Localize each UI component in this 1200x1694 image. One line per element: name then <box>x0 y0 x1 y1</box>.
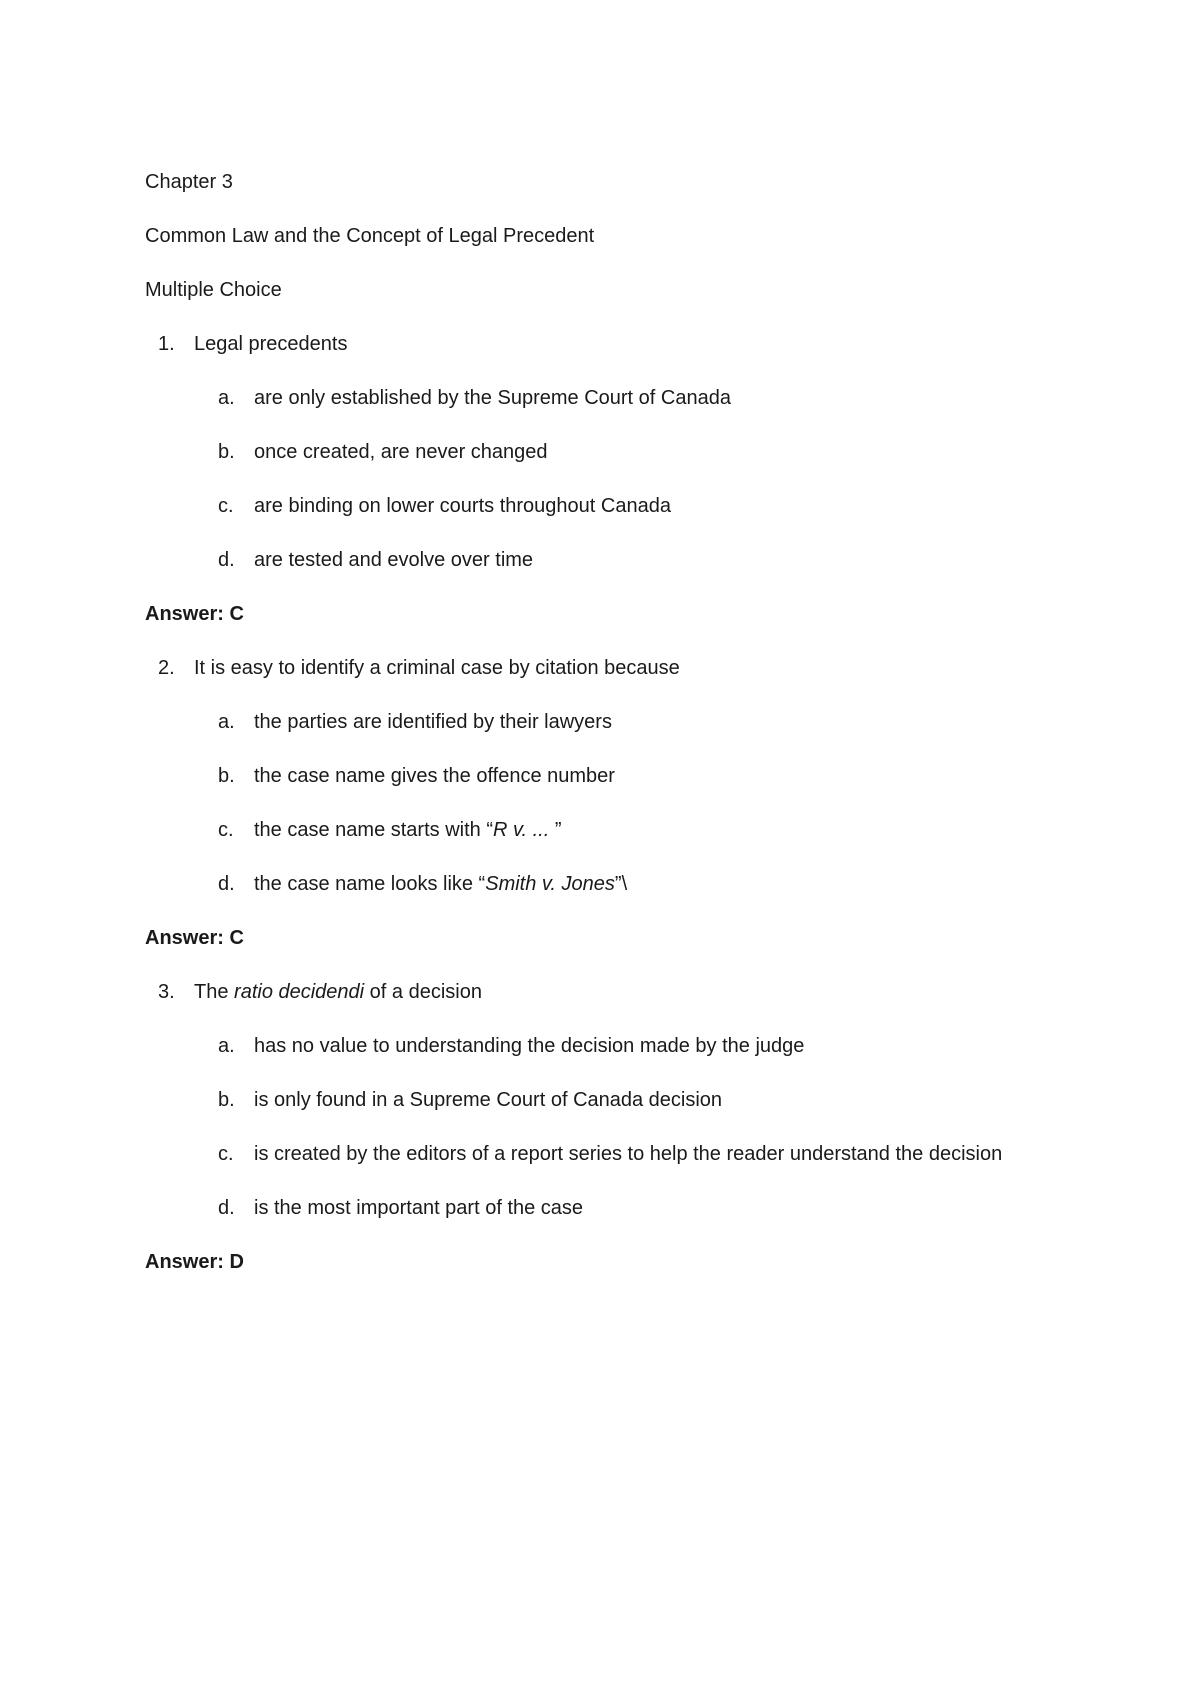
option-text: has no value to understanding the decision made by the judge <box>254 1035 805 1057</box>
question-text-post: of a decision <box>364 981 482 1003</box>
option-letter: d. <box>218 1197 235 1219</box>
document-content <box>145 168 1045 1302</box>
question-stem <box>145 330 1045 359</box>
option-letter: d. <box>218 873 235 895</box>
option-text: is only found in a Supreme Court of Canada decision <box>254 1089 723 1111</box>
option-text-post: ” <box>549 819 562 841</box>
option-a <box>145 1032 1045 1061</box>
option-b <box>145 438 1045 467</box>
question-stem <box>145 978 1045 1007</box>
option-text-italic: R v. ... <box>492 819 550 841</box>
option-text: are tested and evolve over time <box>254 549 534 571</box>
option-c <box>145 492 1045 521</box>
question-text: It is easy to identify a criminal case by citation because <box>194 657 680 679</box>
option-text-pre: the case name starts with “ <box>254 819 493 841</box>
option-a <box>145 708 1045 737</box>
option-text: is created by the editors of a report series to help the reader understand the decision <box>254 1143 1003 1165</box>
option-letter: b. <box>218 765 235 787</box>
option-c <box>145 816 1045 845</box>
option-b <box>145 762 1045 791</box>
option-text: the parties are identified by their lawyers <box>254 711 612 733</box>
answer-key: Answer: D <box>145 1251 244 1273</box>
option-letter: b. <box>218 441 235 463</box>
option-text-italic: Smith v. Jones <box>485 873 615 895</box>
option-letter: a. <box>218 1035 235 1057</box>
question-text-italic: ratio decidendi <box>234 981 365 1003</box>
option-letter: c. <box>218 495 234 517</box>
option-c <box>145 1140 1045 1169</box>
option-b <box>145 1086 1045 1115</box>
option-d <box>145 870 1045 899</box>
option-d <box>145 546 1045 575</box>
option-text: are only established by the Supreme Court of Canada <box>254 387 731 409</box>
option-letter: b. <box>218 1089 235 1111</box>
option-letter: d. <box>218 549 235 571</box>
option-text: once created, are never changed <box>254 441 548 463</box>
question-number: 2. <box>158 657 175 679</box>
option-d <box>145 1194 1045 1223</box>
option-letter: c. <box>218 1143 234 1165</box>
option-text-pre: the case name looks like “ <box>254 873 486 895</box>
option-letter: a. <box>218 387 235 409</box>
section-heading: Multiple Choice <box>145 279 282 301</box>
question-number: 1. <box>158 333 175 355</box>
question-number: 3. <box>158 981 175 1003</box>
option-letter: a. <box>218 711 235 733</box>
question-text-pre: The <box>194 981 235 1003</box>
question-text: Legal precedents <box>194 333 348 355</box>
option-letter: c. <box>218 819 234 841</box>
option-text: is the most important part of the case <box>254 1197 584 1219</box>
chapter-heading: Chapter 3 <box>145 171 233 193</box>
option-text: are binding on lower courts throughout Canada <box>254 495 671 517</box>
option-text-post: ”\ <box>614 873 628 895</box>
option-a <box>145 384 1045 413</box>
answer-key: Answer: C <box>145 927 244 949</box>
question-1 <box>145 330 1045 629</box>
chapter-title: Common Law and the Concept of Legal Precedent <box>145 225 595 247</box>
answer-key: Answer: C <box>145 603 244 625</box>
question-stem <box>145 654 1045 683</box>
question-3 <box>145 978 1045 1277</box>
option-text: the case name gives the offence number <box>254 765 615 787</box>
question-2 <box>145 654 1045 953</box>
